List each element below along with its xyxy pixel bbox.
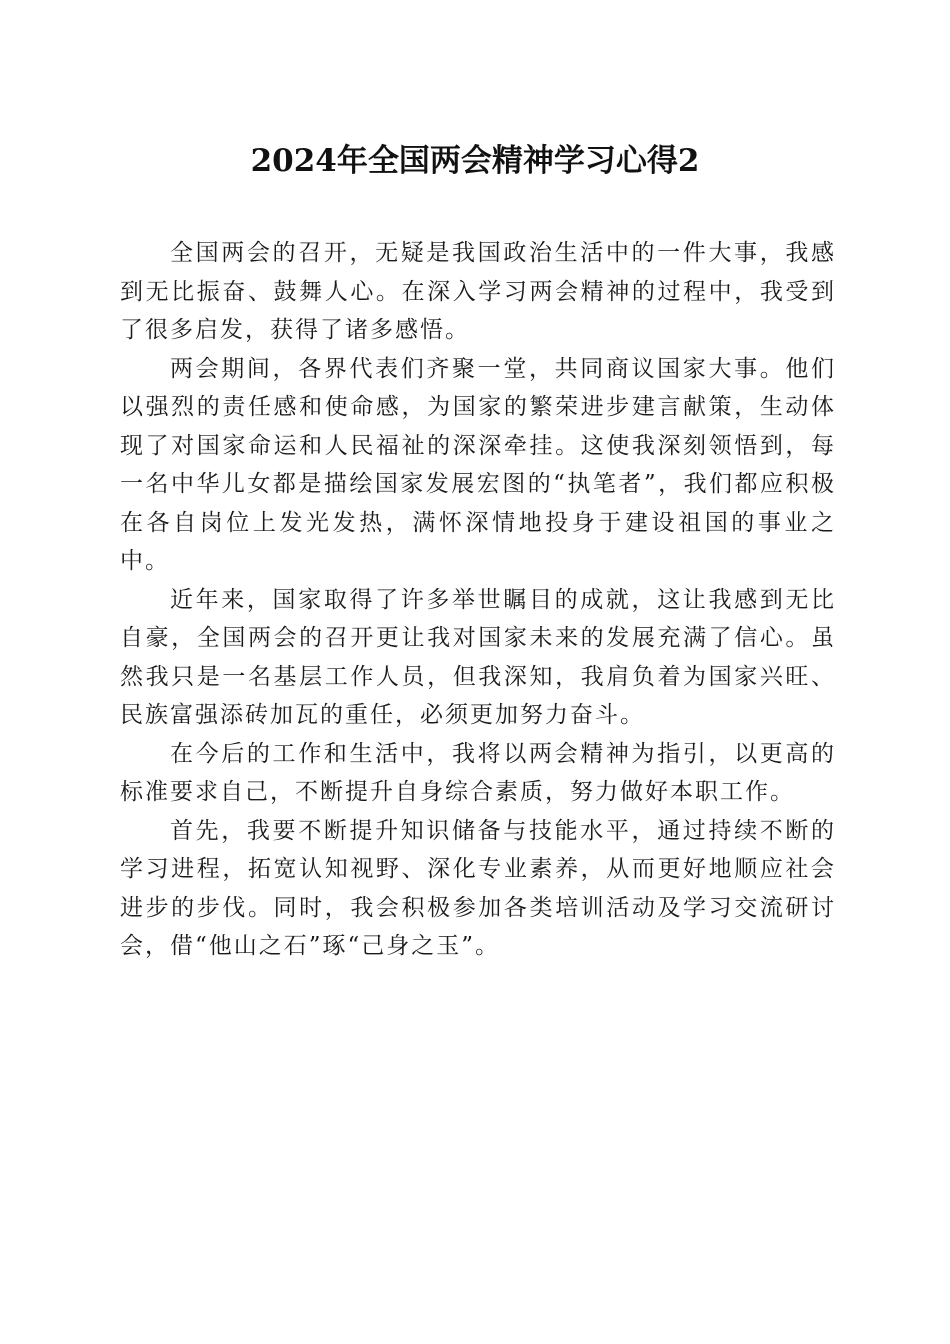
paragraph: 首先，我要不断提升知识储备与技能水平，通过持续不断的学习进程，拓宽认知视野、深化专业素养，从而更好地顺应社会进步的步伐。同时，我会积极参加各类培训活动及学习交流研讨会，借“他山之石”琢“己身之玉”。 — [120, 817, 836, 959]
paragraph: 全国两会的召开，无疑是我国政治生活中的一件大事，我感到无比振奋、鼓舞人心。在深入学习两会精神的过程中，我受到了很多启发，获得了诸多感悟。 — [120, 240, 836, 343]
paragraph: 近年来，国家取得了许多举世瞩目的成就，这让我感到无比自豪，全国两会的召开更让我对国家未来的发展充满了信心。虽然我只是一名基层工作人员，但我深知，我肩负着为国家兴旺、民族富强添砖加瓦的重任，必须更加努力奋斗。 — [120, 586, 836, 728]
paragraph: 在今后的工作和生活中，我将以两会精神为指引，以更高的标准要求自己，不断提升自身综合素质，努力做好本职工作。 — [120, 740, 836, 805]
document-title: 2024年全国两会精神学习心得2 — [250, 143, 700, 179]
document-body — [120, 234, 836, 966]
paragraph: 两会期间，各界代表们齐聚一堂，共同商议国家大事。他们以强烈的责任感和使命感，为国家的繁荣进步建言献策，生动体现了对国家命运和人民福祉的深深牵挂。这使我深刻领悟到，每一名中华儿女都是描绘国家发展宏图的“执笔者”，我们都应积极在各自岗位上发光发热，满怀深情地投身于建设祖国的事业之中。 — [120, 355, 836, 574]
